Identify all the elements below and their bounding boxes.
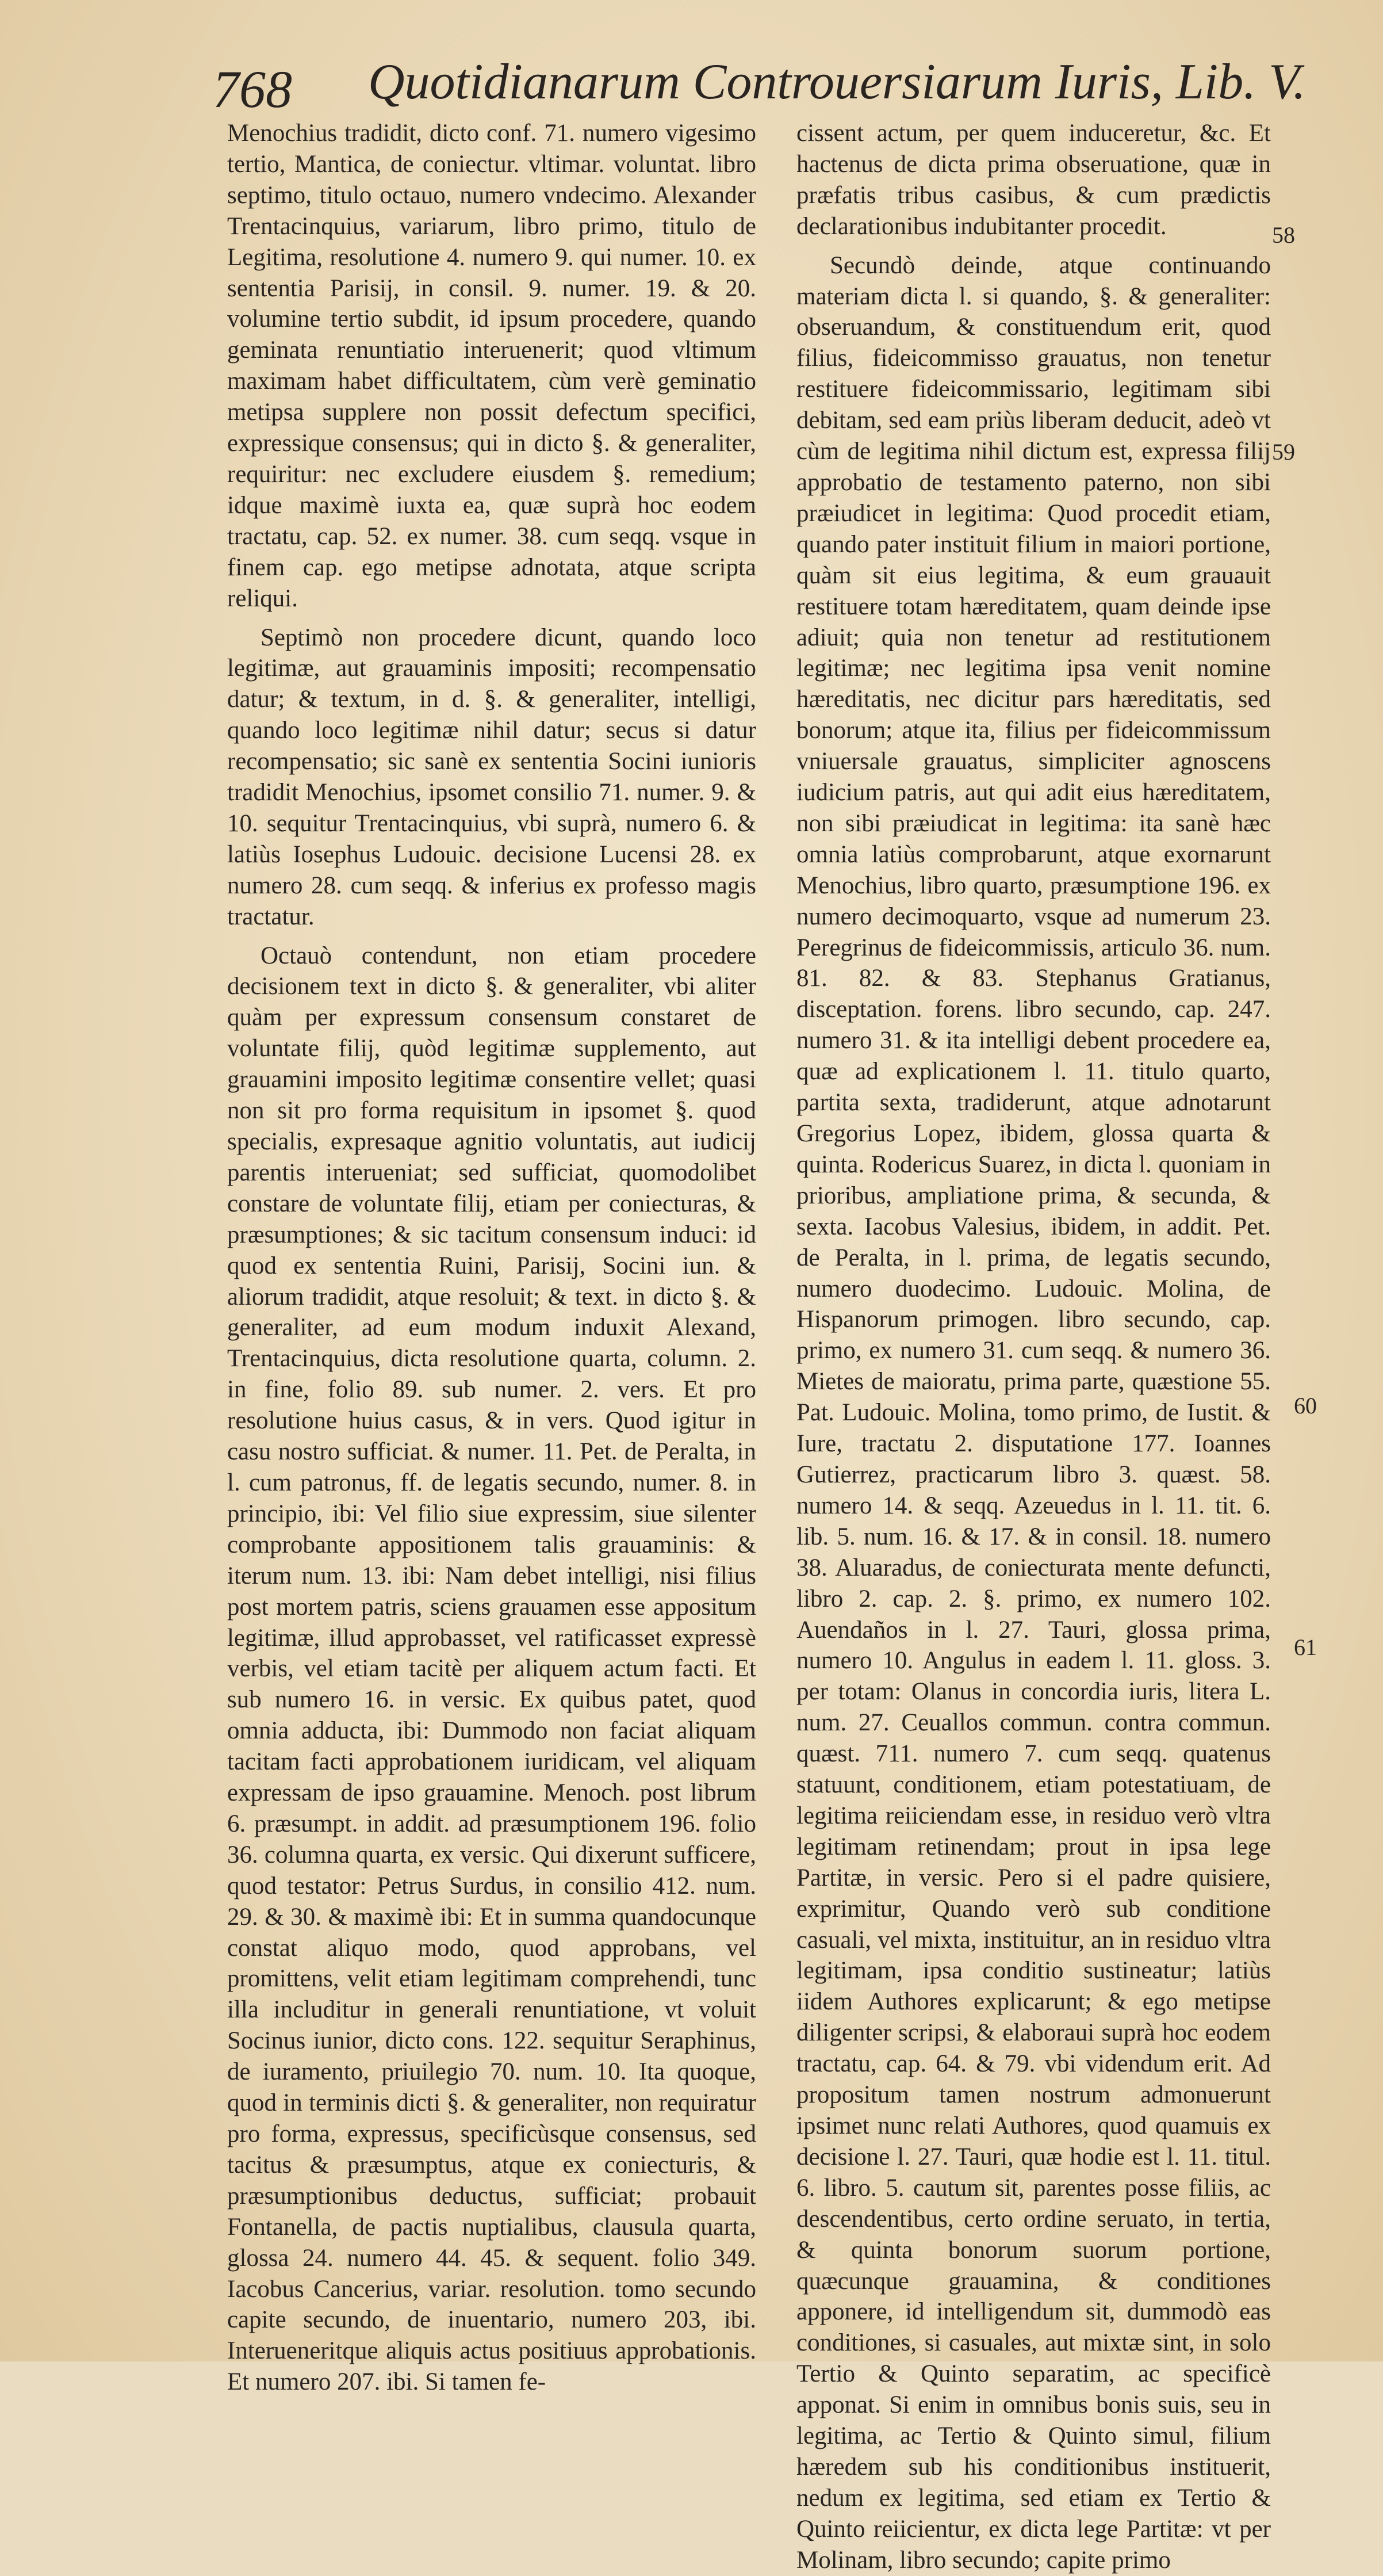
left-column (227, 118, 756, 2396)
page-header (213, 53, 1306, 119)
margin-number-61: 61 (1294, 1634, 1317, 1660)
right-column (796, 118, 1271, 2574)
margin-number-59: 59 (1272, 439, 1295, 465)
margin-number-58: 58 (1272, 222, 1295, 248)
page-number: 768 (213, 60, 292, 119)
margin-number-60: 60 (1294, 1393, 1317, 1419)
left-paragraph-1: Menochius tradidit, dicto conf. 71. numero vigesimo tertio, Mantica, de coniectur. vltimar. voluntat. libro septimo, titulo octauo, numero vndecimo. Alexander Trentacinquius, variarum, libro primo, titulo de Legitima, resolutione 4. numero 9. qui numer. 10. ex sententia Parisij, in consil. 9. numer. 19. & 20. volumine tertio subdit, id ipsum procedere, quando geminata renuntiatio interuenerit; quod vltimum maximam habet difficultatem, cùm verè geminatio metipsa supplere non possit defectum specifici, expressique consensus; qui in dicto §. & generaliter, requiritur: nec excludere eiusdem §. remedium; idque maximè iuxta ea, quæ suprà hoc eodem tractatu, cap. 52. ex numer. 38. cum seqq. vsque in finem cap. ego metipse adnotata, atque scripta reliqui. (227, 120, 756, 612)
right-paragraph-1: cissent actum, per quem induceretur, &c. Et hactenus de dicta prima obseruatione, quæ in præfatis tribus casibus, & cum prædictis declarationibus indubitanter procedit. (796, 120, 1271, 240)
left-paragraph-3: Octauò contendunt, non etiam procedere decisionem text in dicto §. & generaliter, vbi aliter quàm per expressum consensum constaret de voluntate filij, quòd legitimæ supplemento, aut grauamini imposito legitimæ consentire vellet; quasi non sit pro forma requisitum in ipsomet §. quod specialis, expresaque agnitio voluntatis, aut iudicij parentis interueniat; sed sufficiat, quomodolibet constare de voluntate filij, etiam per coniecturas, & præsumptiones; & sic tacitum consensum induci: id quod ex sententia Ruini, Parisij, Socini iun. & aliorum tradidit, atque resoluit; & text. in dicto §. & generaliter, ad eum modum induxit Alexand, Trentacinquius, dicta resolutione quarta, column. 2. in fine, folio 89. sub numer. 2. vers. Et pro resolutione huius casus, & in vers. Quod igitur in casu nostro sufficiat. & numer. 11. Pet. de Peralta, in l. cum patronus, ff. de legatis secundo, numer. 8. in principio, ibi: Vel filio siue expressim, siue silenter comprobante appositionem talis grauaminis: & iterum num. 13. ibi: Nam debet intelligi, nisi filius post mortem patris, sciens grauamen esse appositum legitimæ, illud approbasset, vel ratificasset expressè verbis, vel etiam tacitè per aliquem actum facti. Et sub numero 16. in versic. Ex quibus patet, quod omnia adducta, ibi: Dummodo non faciat aliquam tacitam facti approbationem iuridicam, vel aliquam expressam de ipso grauamine. Menoch. post librum 6. præsumpt. in addit. ad præsumptionem 196. folio 36. columna quarta, ex versic. Qui dixerunt sufficere, quod testator: Petrus Surdus, in consilio 412. num. 29. & 30. & maximè ibi: Et in summa quandocunque constat aliquo modo, quod approbans, vel promittens, velit etiam legitimam comprehendi, tunc illa includitur in generali renuntiatione, vt voluit Socinus iunior, dicto cons. 122. sequitur Seraphinus, de iuramento, priuilegio 70. num. 10. Ita quoque, quod in terminis dicti §. & generaliter, non requiratur pro forma, expressus, specificùsque consensus, sed tacitus & præsumptus, atque ex coniecturis, & præsumptionibus deductus, sufficiat; probauit Fontanella, de pactis nuptialibus, clausula quarta, glossa 24. numero 44. 45. & sequent. folio 349. Iacobus Cancerius, variar. resolution. tomo secundo capite secundo, de inuentario, numero 203, ibi. Interueneritque aliquis actus positiuus approbationis. Et numero 207. ibi. Si tamen fe- (227, 942, 756, 2396)
left-paragraph-2: Septimò non procedere dicunt, quando loco legitimæ, aut grauaminis impositi; recompensatio datur; & textum, in d. §. & generaliter, intelligi, quando loco legitimæ nihil datur; secus si datur recompensatio; sic sanè ex sententia Socini iunioris tradidit Menochius, ipsomet consilio 71. numer. 9. & 10. sequitur Trentacinquius, vbi suprà, numero 6. & latiùs Iosephus Ludouic. decisione Lucensi 28. ex numero 28. cum seqq. & inferius ex professo magis tractatur. (227, 624, 756, 930)
right-paragraph-2: Secundò deinde, atque continuando materiam dicta l. si quando, §. & generaliter: obseruandum, & constituendum erit, quod filius, fideicommisso grauatus, non tenetur restituere fideicommissario, legitimam sibi debitam, sed eam priùs liberam deducit, adeò vt cùm de legitima nihil dictum est, expressa filij approbatio de testamento paterno, non sibi præiudicet in legitima: Quod procedit etiam, quando pater instituit filium in maiori portione, quàm sit eius legitima, & eum grauauit restituere totam hæreditatem, quam deinde ipse adiuit; quia non tenetur ad restitutionem legitimæ; nec legitima ipsa venit nomine hæreditatis, nec dicitur pars hæreditatis, sed bonorum; atque ita, filius per fideicommissum vniuersale grauatus, simpliciter agnoscens iudicium patris, aut qui adit eius hæreditatem, non sibi præiudicat in legitima: ita sanè hæc omnia latiùs comprobarunt, atque exornarunt Menochius, libro quarto, præsumptione 196. ex numero decimoquarto, vsque ad numerum 23. Peregrinus de fideicommissis, articulo 36. num. 81. 82. & 83. Stephanus Gratianus, disceptation. forens. libro secundo, cap. 247. numero 31. & ita intelligi debent procedere ea, quæ ad explicationem l. 11. titulo quarto, partita sexta, tradiderunt, atque adnotarunt Gregorius Lopez, ibidem, glossa quarta & quinta. Rodericus Suarez, in dicta l. quoniam in prioribus, ampliatione prima, & secunda, & sexta. Iacobus Valesius, ibidem, in addit. Pet. de Peralta, in l. prima, de legatis secundo, numero duodecimo. Ludouic. Molina, de Hispanorum primogen. libro secundo, cap. primo, ex numero 31. cum seqq. & numero 36. Mietes de maioratu, prima parte, quæstione 55. Pat. Ludouic. Molina, tomo primo, de Iustit. & Iure, tractatu 2. disputatione 177. Ioannes Gutierrez, practicarum libro 3. quæst. 58. numero 14. & seqq. Azeuedus in l. 11. tit. 6. lib. 5. num. 16. & 17. & in consil. 18. numero 38. Aluaradus, de coniecturata mente defuncti, libro 2. cap. 2. §. primo, ex numero 102. Auendaños in l. 27. Tauri, glossa prima, numero 10. Angulus in eadem l. 11. gloss. 3. per totam: Olanus in concordia iuris, litera L. num. 27. Ceuallos commun. contra commun. quæst. 711. numero 7. cum seqq. quatenus statuunt, conditionem, etiam potestatiuam, de legitima reiiciendam esse, in residuo verò vltra legitimam retinendam; prout in ipsa lege Partitæ, in versic. Pero si el padre quisiere, exprimitur, Quando verò sub conditione casuali, vel mixta, instituitur, an in residuo vltra legitimam, ipsa conditio sustineatur; latiùs iidem Authores explicarunt; & ego metipse diligenter scripsi, & elaboraui suprà hoc eodem tractatu, cap. 64. & 79. vbi videndum erit. Ad propositum tamen nostrum admonuerunt ipsimet nunc relati Authores, quod quamuis ex decisione l. 27. Tauri, quæ hodie est l. 11. titul. 6. libro. 5. cautum sit, parentes posse filiis, ac descendentibus, certo ordine seruato, in tertia, & quinta bonorum suorum portione, quæcunque grauamina, & conditiones apponere, id intelligendum sit, dummodò eas conditiones, si casuales, aut mixtæ sint, in solo Tertio & Quinto separatim, ac specificè apponat. Si enim in omnibus bonis suis, seu in legitima, ac Tertio & Quinto simul, filium hæredem sub his conditionibus instituerit, nedum ex legitima, sed etiam ex Tertio & Quinto reiicientur, ex dicta lege Partitæ: vt per Molinam, libro secundo; capite primo (796, 251, 1271, 2574)
running-title: Quotidianarum Controuersiarum Iuris, Lib. V. (368, 54, 1306, 110)
